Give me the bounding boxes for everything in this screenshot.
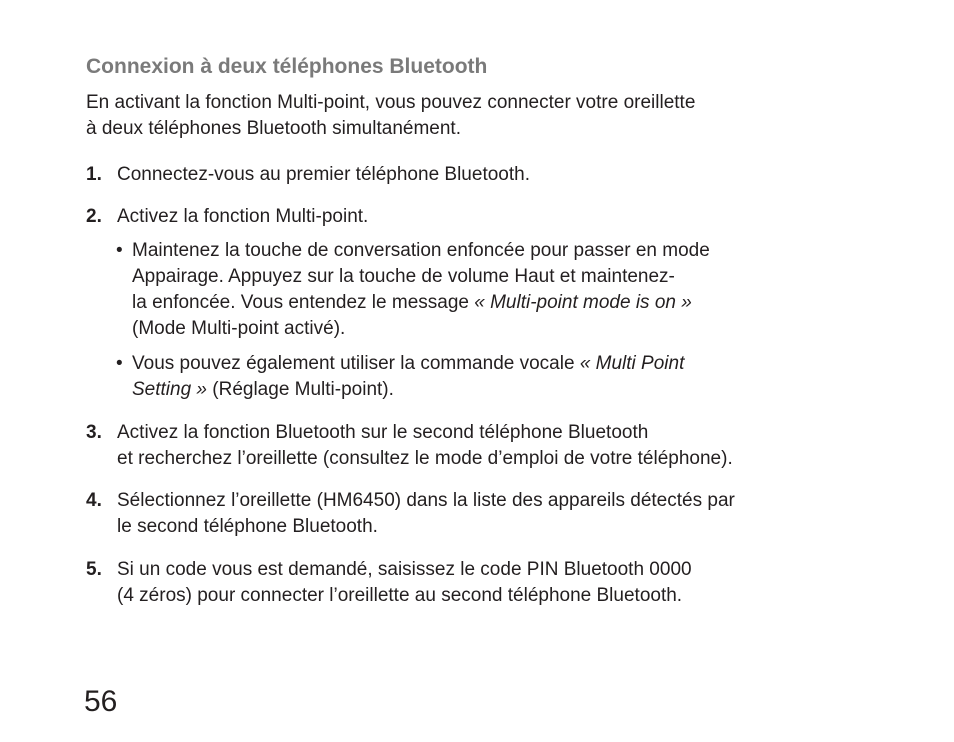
bullet-line xyxy=(132,377,684,403)
step-line: le second téléphone Bluetooth. xyxy=(117,516,378,537)
step-number: 5. xyxy=(86,559,102,580)
step-text xyxy=(117,557,692,609)
step-line: Si un code vous est demandé, saisissez le code PIN Bluetooth 0000 xyxy=(117,559,692,580)
step-text xyxy=(117,420,733,472)
step-number: 3. xyxy=(86,422,102,443)
bullet-text-italic: « Multi Point xyxy=(579,353,685,374)
step-text xyxy=(117,162,530,188)
bullet-line: Appairage. Appuyez sur la touche de volume Haut et maintenez- xyxy=(132,266,675,287)
intro-line: à deux téléphones Bluetooth simultanément. xyxy=(86,118,461,139)
bullet-text xyxy=(132,238,710,342)
intro-line: En activant la fonction Multi-point, vous pouvez connecter votre oreillette xyxy=(86,92,696,113)
bullet-text-plain: Vous pouvez également utiliser la commande vocale xyxy=(132,353,580,374)
step-line: Connectez-vous au premier téléphone Bluetooth. xyxy=(117,164,530,185)
bullet-mark: • xyxy=(116,353,123,374)
step-number: 4. xyxy=(86,490,102,511)
step-text xyxy=(117,488,735,540)
intro-paragraph xyxy=(86,90,695,142)
step-number: 1. xyxy=(86,164,102,185)
step-line: Activez la fonction Bluetooth sur le second téléphone Bluetooth xyxy=(117,422,649,443)
step-line: Sélectionnez l’oreillette (HM6450) dans la liste des appareils détectés par xyxy=(117,490,735,511)
bullet-line xyxy=(132,290,710,316)
step-line: Activez la fonction Multi-point. xyxy=(117,206,369,227)
section-title: Connexion à deux téléphones Bluetooth xyxy=(86,55,488,78)
step-line: (4 zéros) pour connecter l’oreillette au second téléphone Bluetooth. xyxy=(117,585,683,606)
step-number: 2. xyxy=(86,206,102,227)
bullet-text-italic: Setting » xyxy=(132,379,207,400)
bullet-line: (Mode Multi-point activé). xyxy=(132,318,346,339)
bullet-text xyxy=(132,351,684,403)
bullet-line xyxy=(132,351,684,377)
step-line: et recherchez l’oreillette (consultez le mode d’emploi de votre téléphone). xyxy=(117,448,733,469)
bullet-text-plain: (Réglage Multi-point). xyxy=(207,379,394,400)
step-text xyxy=(117,204,368,230)
bullet-text-italic: « Multi-point mode is on » xyxy=(474,292,692,313)
bullet-line: Maintenez la touche de conversation enfoncée pour passer en mode xyxy=(132,240,710,261)
bullet-text-plain: la enfoncée. Vous entendez le message xyxy=(132,292,475,313)
page-number: 56 xyxy=(84,685,118,718)
bullet-mark: • xyxy=(116,240,123,261)
